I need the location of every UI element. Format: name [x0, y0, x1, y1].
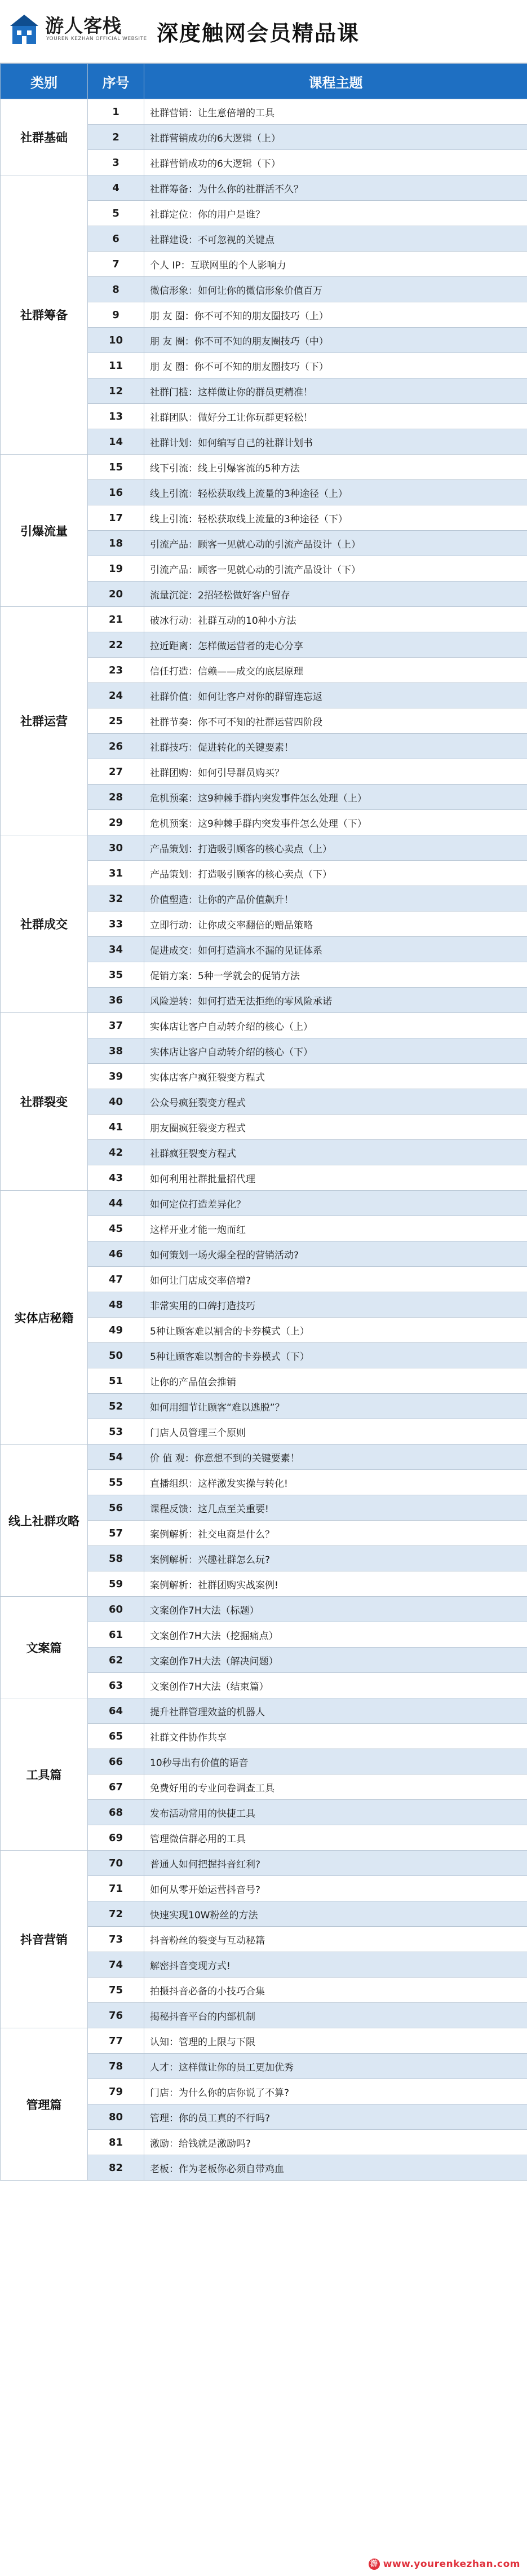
- lesson-topic: 社群疯狂裂变方程式: [144, 1140, 527, 1165]
- lesson-topic: 社群团队：做好分工让你玩群更轻松！: [144, 404, 527, 429]
- lesson-number: 43: [88, 1165, 144, 1191]
- lesson-number: 75: [88, 1978, 144, 2003]
- lesson-topic: 线上引流：轻松获取线上流量的3种途径（上）: [144, 480, 527, 505]
- lesson-topic: 社群节奏：你不可不知的社群运营四阶段: [144, 708, 527, 734]
- lesson-topic: 价值塑造：让你的产品价值飙升！: [144, 886, 527, 911]
- lesson-topic: 个人 IP：互联网里的个人影响力: [144, 252, 527, 277]
- lesson-topic: 社群营销成功的6大逻辑（下）: [144, 150, 527, 175]
- table-row: [1, 1851, 527, 1876]
- lesson-topic: 社群价值：如何让客户对你的群留连忘返: [144, 683, 527, 708]
- lesson-topic: 价 值 观：你意想不到的关键要素！: [144, 1445, 527, 1470]
- lesson-number: 73: [88, 1927, 144, 1952]
- lesson-number: 81: [88, 2130, 144, 2155]
- lesson-number: 68: [88, 1800, 144, 1825]
- lesson-number: 18: [88, 531, 144, 556]
- lesson-topic: 案例解析：社交电商是什么？: [144, 1521, 527, 1546]
- table-row: [1, 1191, 527, 1216]
- lesson-number: 25: [88, 708, 144, 734]
- lesson-number: 70: [88, 1851, 144, 1876]
- lesson-number: 41: [88, 1115, 144, 1140]
- lesson-number: 13: [88, 404, 144, 429]
- lesson-topic: 社群门槛：这样做让你的群员更精准！: [144, 378, 527, 404]
- category-cell: 社群成交: [1, 835, 88, 1013]
- table-row: [1, 99, 527, 125]
- course-table: [0, 63, 527, 2181]
- lesson-number: 19: [88, 556, 144, 582]
- lesson-number: 71: [88, 1876, 144, 1901]
- lesson-topic: 免费好用的专业问卷调查工具: [144, 1774, 527, 1800]
- lesson-number: 40: [88, 1089, 144, 1115]
- lesson-topic: 破冰行动：社群互动的10种小方法: [144, 607, 527, 632]
- lesson-number: 11: [88, 353, 144, 378]
- category-cell: 抖音营销: [1, 1851, 88, 2028]
- lesson-topic: 立即行动：让你成交率翻倍的赠品策略: [144, 911, 527, 937]
- lesson-topic: 实体店客户疯狂裂变方程式: [144, 1064, 527, 1089]
- category-cell: 线上社群攻略: [1, 1445, 88, 1597]
- table-row: [1, 1698, 527, 1724]
- brand-subtitle: YOUREN KEZHAN OFFICIAL WEBSITE: [46, 36, 147, 42]
- lesson-topic: 文案创作7H大法（挖掘痛点）: [144, 1622, 527, 1648]
- topic-header: 课程主题: [144, 64, 527, 99]
- lesson-topic: 促销方案：5种一学就会的促销方法: [144, 962, 527, 988]
- lesson-topic: 朋 友 圈：你不可不知的朋友圈技巧（下）: [144, 353, 527, 378]
- lesson-topic: 快速实现10W粉丝的方法: [144, 1901, 527, 1927]
- lesson-topic: 门店人员管理三个原则: [144, 1419, 527, 1445]
- page-title: 深度触网会员精品课: [157, 21, 360, 46]
- lesson-number: 7: [88, 252, 144, 277]
- lesson-topic: 老板：作为老板你必须自带鸡血: [144, 2155, 527, 2181]
- lesson-number: 57: [88, 1521, 144, 1546]
- lesson-topic: 如何策划一场火爆全程的营销活动?: [144, 1241, 527, 1267]
- lesson-number: 9: [88, 302, 144, 328]
- lesson-number: 10: [88, 328, 144, 353]
- lesson-topic: 文案创作7H大法（解决问题）: [144, 1648, 527, 1673]
- lesson-topic: 如何定位打造差异化？: [144, 1191, 527, 1216]
- lesson-number: 2: [88, 125, 144, 150]
- lesson-topic: 危机预案：这9种棘手群内突发事件怎么处理（下）: [144, 810, 527, 835]
- lesson-number: 37: [88, 1013, 144, 1038]
- category-cell: 实体店秘籍: [1, 1191, 88, 1445]
- lesson-number: 42: [88, 1140, 144, 1165]
- lesson-number: 64: [88, 1698, 144, 1724]
- lesson-topic: 社群营销成功的6大逻辑（上）: [144, 125, 527, 150]
- lesson-number: 66: [88, 1749, 144, 1774]
- category-cell: 工具篇: [1, 1698, 88, 1851]
- table-row: [1, 2028, 527, 2054]
- lesson-number: 16: [88, 480, 144, 505]
- lesson-topic: 社群营销：让生意倍增的工具: [144, 99, 527, 125]
- lesson-topic: 如何用细节让顾客“难以逃脱”？: [144, 1394, 527, 1419]
- lesson-topic: 朋 友 圈：你不可不知的朋友圈技巧（中）: [144, 328, 527, 353]
- lesson-number: 47: [88, 1267, 144, 1292]
- watermark-url: www.yourenkezhan.com: [383, 2559, 520, 2570]
- lesson-number: 21: [88, 607, 144, 632]
- lesson-number: 56: [88, 1495, 144, 1521]
- lesson-topic: 如何利用社群批量招代理: [144, 1165, 527, 1191]
- lesson-topic: 认知：管理的上限与下限: [144, 2028, 527, 2054]
- lesson-number: 67: [88, 1774, 144, 1800]
- lesson-topic: 实体店让客户自动转介绍的核心（下）: [144, 1038, 527, 1064]
- lesson-topic: 门店：为什么你的店你说了不算?: [144, 2079, 527, 2104]
- lesson-number: 76: [88, 2003, 144, 2028]
- lesson-number: 53: [88, 1419, 144, 1445]
- lesson-number: 38: [88, 1038, 144, 1064]
- lesson-topic: 微信形象：如何让你的微信形象价值百万: [144, 277, 527, 302]
- lesson-topic: 揭秘抖音平台的内部机制: [144, 2003, 527, 2028]
- lesson-number: 26: [88, 734, 144, 759]
- lesson-topic: 促进成交：如何打造滴水不漏的见证体系: [144, 937, 527, 962]
- lesson-topic: 普通人如何把握抖音红利?: [144, 1851, 527, 1876]
- lesson-number: 69: [88, 1825, 144, 1851]
- lesson-topic: 朋 友 圈：你不可不知的朋友圈技巧（上）: [144, 302, 527, 328]
- lesson-topic: 如何让门店成交率倍增?: [144, 1267, 527, 1292]
- lesson-topic: 直播组织：这样激发实操与转化!: [144, 1470, 527, 1495]
- lesson-topic: 10秒导出有价值的语音: [144, 1749, 527, 1774]
- lesson-number: 20: [88, 582, 144, 607]
- lesson-number: 23: [88, 658, 144, 683]
- table-header-row: [1, 64, 527, 99]
- lesson-topic: 公众号疯狂裂变方程式: [144, 1089, 527, 1115]
- lesson-number: 62: [88, 1648, 144, 1673]
- category-cell: 文案篇: [1, 1597, 88, 1698]
- lesson-number: 12: [88, 378, 144, 404]
- category-header: 类别: [1, 64, 88, 99]
- table-row: [1, 607, 527, 632]
- lesson-number: 58: [88, 1546, 144, 1571]
- lesson-topic: 文案创作7H大法（标题）: [144, 1597, 527, 1622]
- lesson-topic: 线下引流：线上引爆客流的5种方法: [144, 455, 527, 480]
- lesson-topic: 社群技巧：促进转化的关键要素！: [144, 734, 527, 759]
- lesson-topic: 管理微信群必用的工具: [144, 1825, 527, 1851]
- lesson-number: 4: [88, 175, 144, 201]
- lesson-number: 8: [88, 277, 144, 302]
- lesson-topic: 社群建设：不可忽视的关键点: [144, 226, 527, 252]
- lesson-number: 51: [88, 1368, 144, 1394]
- lesson-topic: 社群团购：如何引导群员购买？: [144, 759, 527, 785]
- number-header: 序号: [88, 64, 144, 99]
- lesson-number: 74: [88, 1952, 144, 1978]
- lesson-topic: 抖音粉丝的裂变与互动秘籍: [144, 1927, 527, 1952]
- lesson-number: 55: [88, 1470, 144, 1495]
- lesson-number: 32: [88, 886, 144, 911]
- logo-emblem-icon: [9, 12, 39, 46]
- brand-name: 游人客栈: [45, 15, 122, 37]
- lesson-topic: 解密抖音变现方式!: [144, 1952, 527, 1978]
- lesson-number: 17: [88, 505, 144, 531]
- lesson-topic: 信任打造：信赖——成交的底层原理: [144, 658, 527, 683]
- table-row: [1, 175, 527, 201]
- lesson-topic: 引流产品：顾客一见就心动的引流产品设计（下）: [144, 556, 527, 582]
- lesson-number: 14: [88, 429, 144, 455]
- lesson-number: 35: [88, 962, 144, 988]
- lesson-number: 65: [88, 1724, 144, 1749]
- lesson-topic: 拉近距离：怎样做运营者的走心分享: [144, 632, 527, 658]
- lesson-number: 22: [88, 632, 144, 658]
- lesson-topic: 实体店让客户自动转介绍的核心（上）: [144, 1013, 527, 1038]
- lesson-topic: 引流产品：顾客一见就心动的引流产品设计（上）: [144, 531, 527, 556]
- lesson-number: 15: [88, 455, 144, 480]
- lesson-topic: 危机预案：这9种棘手群内突发事件怎么处理（上）: [144, 785, 527, 810]
- lesson-number: 52: [88, 1394, 144, 1419]
- lesson-number: 45: [88, 1216, 144, 1241]
- lesson-topic: 社群筹备：为什么你的社群活不久？: [144, 175, 527, 201]
- lesson-number: 6: [88, 226, 144, 252]
- category-cell: 社群基础: [1, 99, 88, 175]
- lesson-number: 77: [88, 2028, 144, 2054]
- lesson-topic: 案例解析：兴趣社群怎么玩?: [144, 1546, 527, 1571]
- lesson-topic: 人才：这样做让你的员工更加优秀: [144, 2054, 527, 2079]
- table-row: [1, 1013, 527, 1038]
- site-watermark: [369, 2559, 520, 2570]
- lesson-number: 61: [88, 1622, 144, 1648]
- lesson-topic: 5种让顾客难以割舍的卡券模式（上）: [144, 1318, 527, 1343]
- category-cell: 管理篇: [1, 2028, 88, 2181]
- lesson-topic: 案例解析：社群团购实战案例!: [144, 1571, 527, 1597]
- lesson-topic: 社群计划：如何编写自己的社群计划书: [144, 429, 527, 455]
- lesson-number: 27: [88, 759, 144, 785]
- lesson-topic: 管理：你的员工真的不行吗?: [144, 2104, 527, 2130]
- table-row: [1, 1597, 527, 1622]
- lesson-topic: 流量沉淀：2招轻松做好客户留存: [144, 582, 527, 607]
- lesson-topic: 课程反馈：这几点至关重要!: [144, 1495, 527, 1521]
- lesson-number: 39: [88, 1064, 144, 1089]
- lesson-topic: 如何从零开始运营抖音号?: [144, 1876, 527, 1901]
- lesson-number: 33: [88, 911, 144, 937]
- lesson-topic: 社群定位：你的用户是谁？: [144, 201, 527, 226]
- lesson-number: 24: [88, 683, 144, 708]
- table-row: [1, 1445, 527, 1470]
- lesson-topic: 拍摄抖音必备的小技巧合集: [144, 1978, 527, 2003]
- category-cell: 社群裂变: [1, 1013, 88, 1191]
- table-row: [1, 455, 527, 480]
- lesson-topic: 5种让顾客难以割舍的卡券模式（下）: [144, 1343, 527, 1368]
- lesson-number: 30: [88, 835, 144, 861]
- lesson-number: 1: [88, 99, 144, 125]
- lesson-number: 44: [88, 1191, 144, 1216]
- category-cell: 引爆流量: [1, 455, 88, 607]
- lesson-number: 59: [88, 1571, 144, 1597]
- watermark-logo-icon: 游: [369, 2559, 380, 2570]
- lesson-number: 48: [88, 1292, 144, 1318]
- lesson-number: 63: [88, 1673, 144, 1698]
- lesson-number: 78: [88, 2054, 144, 2079]
- lesson-topic: 线上引流：轻松获取线上流量的3种途径（下）: [144, 505, 527, 531]
- lesson-number: 34: [88, 937, 144, 962]
- lesson-topic: 激励：给钱就是激励吗?: [144, 2130, 527, 2155]
- lesson-topic: 发布活动常用的快捷工具: [144, 1800, 527, 1825]
- brand-logo: [6, 9, 147, 52]
- lesson-topic: 让你的产品值会推销: [144, 1368, 527, 1394]
- category-cell: 社群运营: [1, 607, 88, 835]
- lesson-number: 46: [88, 1241, 144, 1267]
- lesson-topic: 提升社群管理效益的机器人: [144, 1698, 527, 1724]
- category-cell: 社群筹备: [1, 175, 88, 455]
- lesson-topic: 非常实用的口碑打造技巧: [144, 1292, 527, 1318]
- lesson-number: 72: [88, 1901, 144, 1927]
- lesson-number: 36: [88, 988, 144, 1013]
- lesson-topic: 风险逆转：如何打造无法拒绝的零风险承诺: [144, 988, 527, 1013]
- lesson-number: 31: [88, 861, 144, 886]
- lesson-topic: 社群文件协作共享: [144, 1724, 527, 1749]
- lesson-number: 28: [88, 785, 144, 810]
- lesson-topic: 文案创作7H大法（结束篇）: [144, 1673, 527, 1698]
- lesson-topic: 产品策划：打造吸引顾客的核心卖点（上）: [144, 835, 527, 861]
- lesson-topic: 朋友圈疯狂裂变方程式: [144, 1115, 527, 1140]
- lesson-number: 79: [88, 2079, 144, 2104]
- lesson-number: 49: [88, 1318, 144, 1343]
- lesson-number: 3: [88, 150, 144, 175]
- lesson-number: 29: [88, 810, 144, 835]
- lesson-number: 82: [88, 2155, 144, 2181]
- lesson-topic: 产品策划：打造吸引顾客的核心卖点（下）: [144, 861, 527, 886]
- table-body: [1, 99, 527, 2181]
- page-header: [0, 0, 527, 63]
- lesson-topic: 这样开业才能一炮而红: [144, 1216, 527, 1241]
- lesson-number: 80: [88, 2104, 144, 2130]
- lesson-number: 54: [88, 1445, 144, 1470]
- lesson-number: 5: [88, 201, 144, 226]
- table-row: [1, 835, 527, 861]
- lesson-number: 50: [88, 1343, 144, 1368]
- lesson-number: 60: [88, 1597, 144, 1622]
